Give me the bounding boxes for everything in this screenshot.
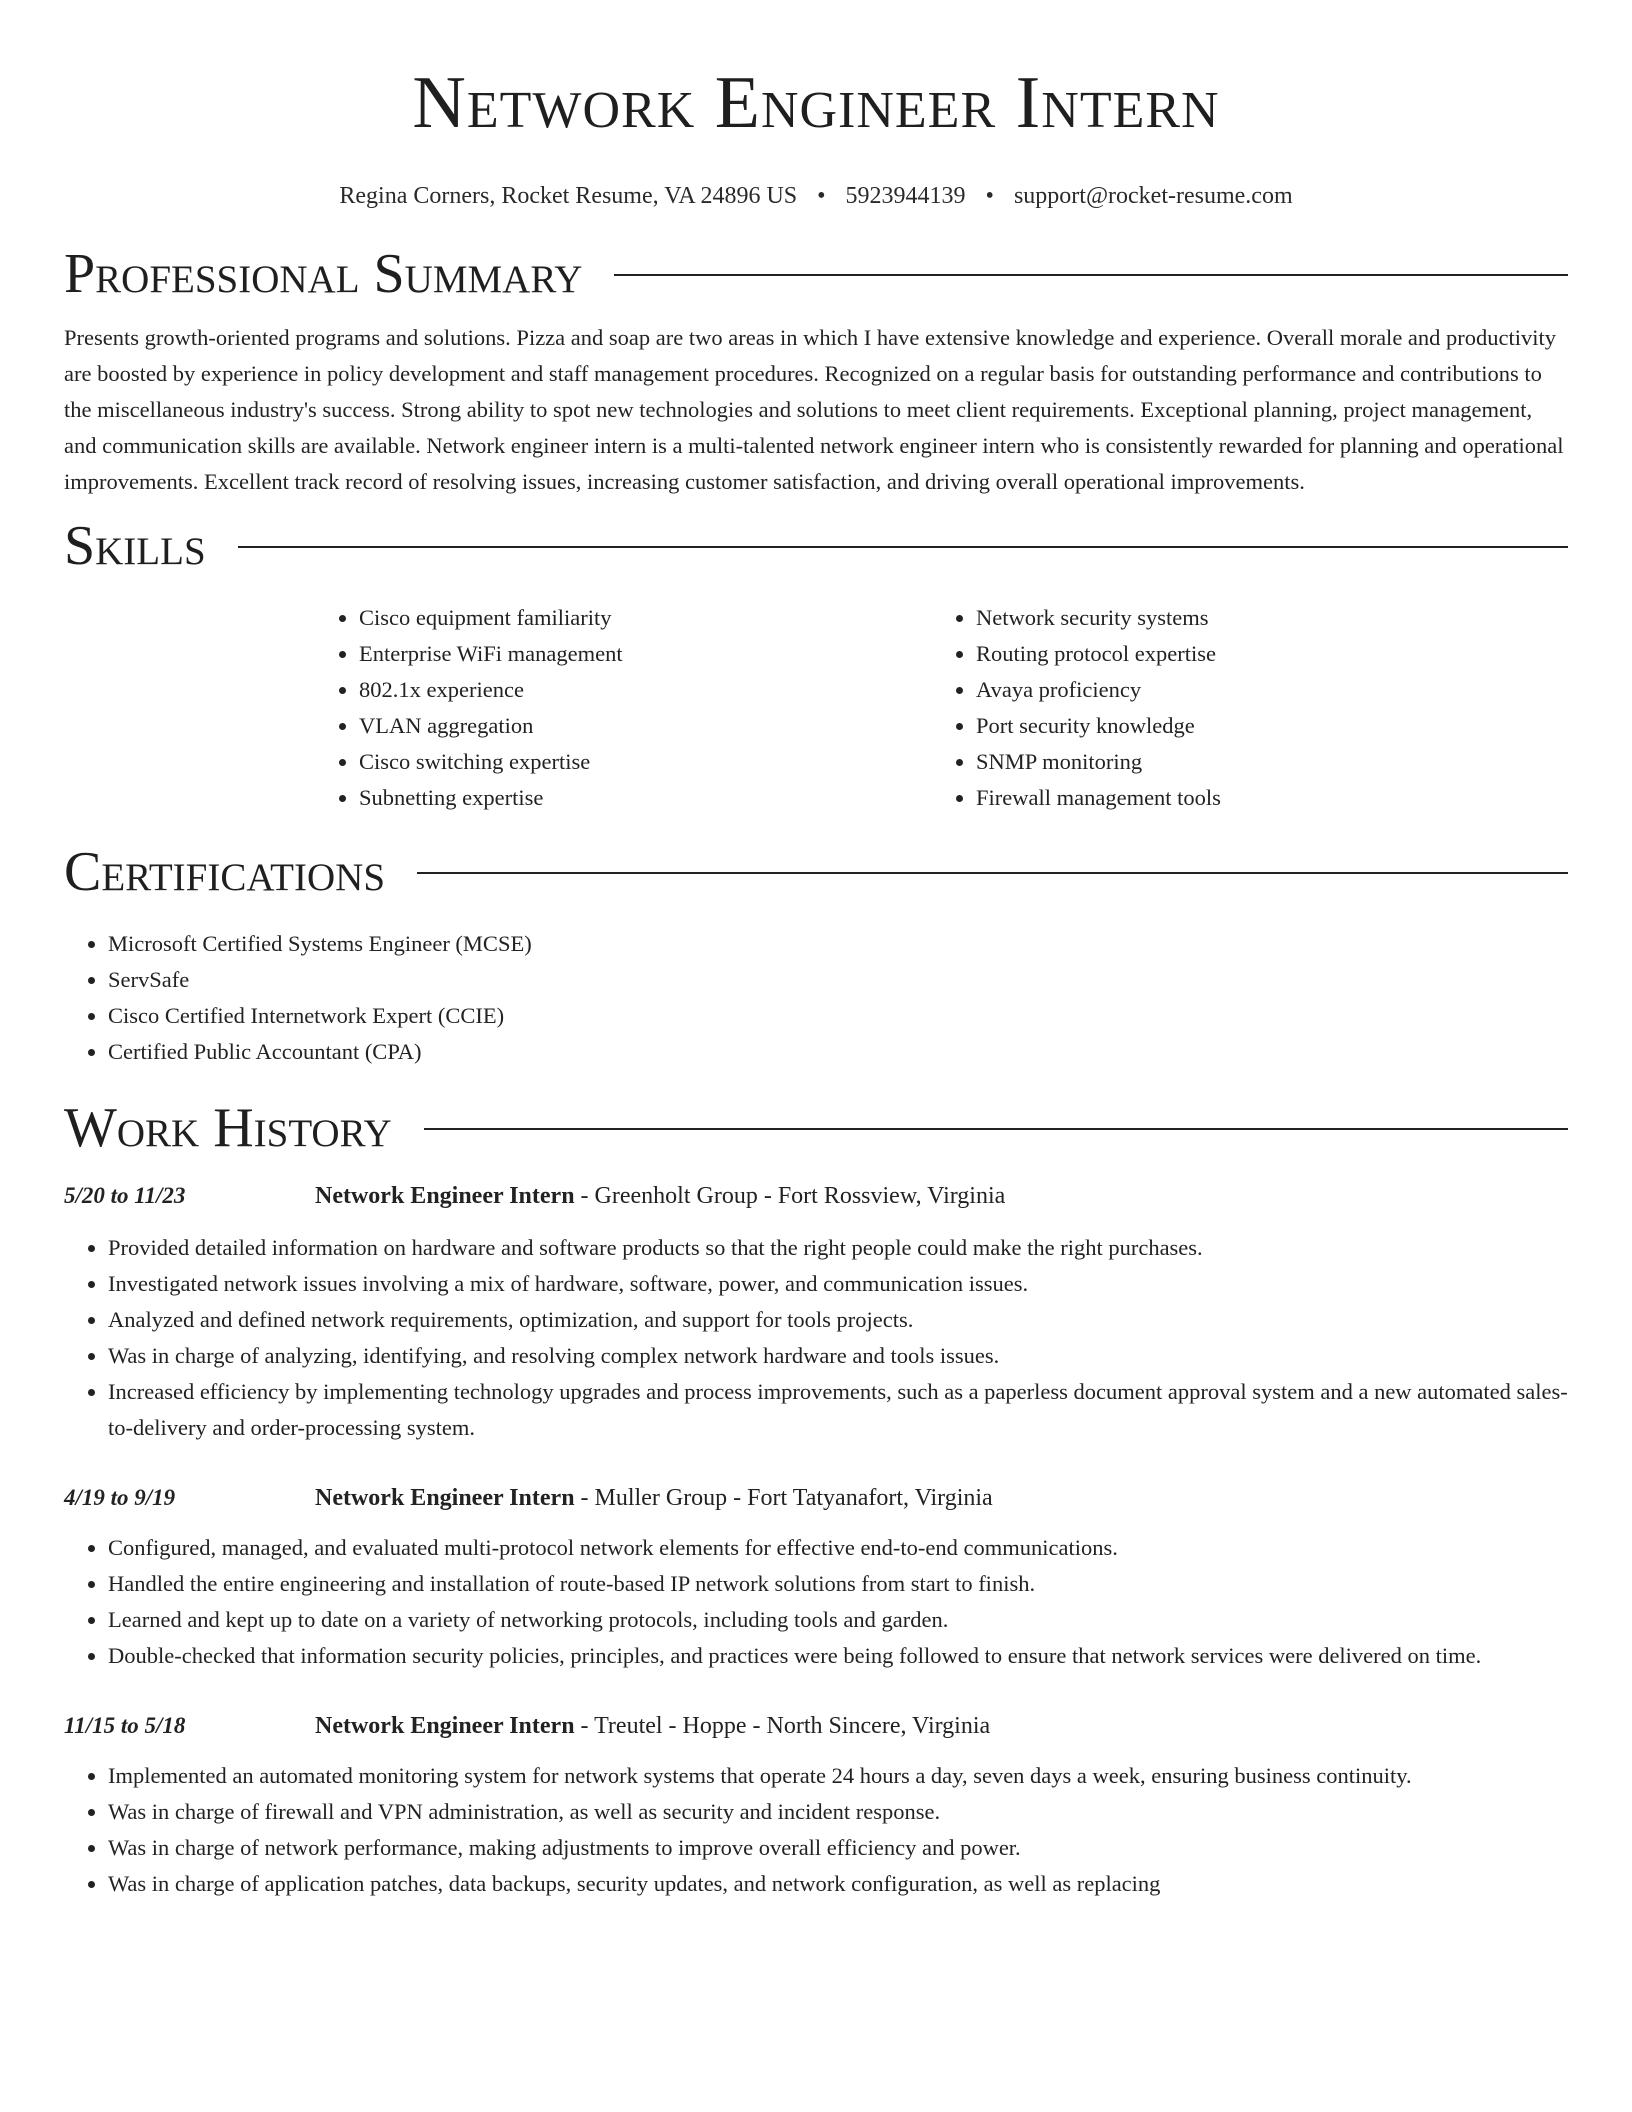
job-header-row	[64, 1708, 1568, 1744]
skill-item: • Port security knowledge	[976, 708, 1568, 744]
work-history-title: Work History	[64, 1097, 392, 1159]
summary-text: Presents growth-oriented programs and solutions. Pizza and soap are two areas in which I have extensive knowledge and experience. Overall morale and productivity are boosted by experience in policy development and staff management procedures. Recognized on a regular basis for outstanding performance and contributions to the miscellaneous industry's success. Strong ability to spot new technologies and solutions to meet client requirements. Exceptional planning, project management, and communication skills are available. Network engineer intern is a multi-talented network engineer intern who is consistently rewarded for planning and operational improvements. Excellent track record of resolving issues, increasing customer satisfaction, and driving overall operational improvements.	[64, 325, 1564, 494]
job-bullet: • Provided detailed information on hardware and software products so that the right people could make the right purchases.	[108, 1230, 1568, 1266]
contact-line	[64, 180, 1568, 212]
job-bullet: • Configured, managed, and evaluated multi-protocol network elements for effective end-to-end communications.	[108, 1530, 1568, 1566]
skill-item: • Subnetting expertise	[359, 780, 932, 816]
job-company-location: - Muller Group - Fort Tatyanafort, Virginia	[574, 1485, 993, 1511]
job-entry	[64, 1480, 1568, 1674]
certifications-section	[64, 840, 1568, 1070]
skill-item: • Routing protocol expertise	[976, 636, 1568, 672]
section-divider	[417, 872, 1568, 874]
job-heading	[315, 1708, 990, 1744]
skill-item: • Cisco equipment familiarity	[359, 600, 932, 636]
job-dates: 4/19 to 9/19	[64, 1485, 176, 1510]
skills-heading	[64, 514, 1568, 578]
contact-email: support@rocket-resume.com	[1013, 183, 1293, 209]
certifications-title: Certifications	[64, 841, 386, 903]
job-bullet: • Increased efficiency by implementing technology upgrades and process improvements, such as a paperless document approval system and a new automated sales-to-delivery and order-processing system.	[108, 1374, 1568, 1446]
skills-list-left	[315, 600, 932, 816]
work-history-section	[64, 1096, 1568, 1902]
skill-item: • SNMP monitoring	[976, 744, 1568, 780]
job-company-location: - Treutel - Hoppe - North Sincere, Virginia	[574, 1713, 991, 1739]
skill-item: • VLAN aggregation	[359, 708, 932, 744]
job-dates: 5/20 to 11/23	[64, 1183, 186, 1208]
job-bullet: • Was in charge of network performance, making adjustments to improve overall efficiency and power.	[108, 1830, 1568, 1866]
summary-heading	[64, 242, 1568, 306]
skills-section	[64, 514, 1568, 816]
resume-name: Network Engineer Intern	[412, 62, 1220, 144]
job-bullet: • Learned and kept up to date on a variety of networking protocols, including tools and garden.	[108, 1602, 1568, 1638]
certifications-heading	[64, 840, 1568, 904]
job-header-row	[64, 1480, 1568, 1516]
job-bullets	[64, 1530, 1568, 1674]
contact-address: Regina Corners, Rocket Resume, VA 24896 US	[339, 183, 798, 209]
skill-item: • Cisco switching expertise	[359, 744, 932, 780]
job-heading	[315, 1178, 1005, 1214]
job-bullet: • Double-checked that information security policies, principles, and practices were being followed to ensure that network services were delivered on time.	[108, 1638, 1568, 1674]
job-dates: 11/15 to 5/18	[64, 1713, 186, 1738]
job-bullet: • Was in charge of analyzing, identifying, and resolving complex network hardware and tools issues.	[108, 1338, 1568, 1374]
skill-item: • Network security systems	[976, 600, 1568, 636]
skills-grid	[315, 600, 1568, 816]
resume-page	[64, 0, 1568, 1902]
skill-item: • Firewall management tools	[976, 780, 1568, 816]
contact-separator: •	[985, 183, 994, 209]
job-header-row	[64, 1178, 1568, 1214]
job-bullet: • Handled the entire engineering and installation of route-based IP network solutions from start to finish.	[108, 1566, 1568, 1602]
job-bullet: • Investigated network issues involving a mix of hardware, software, power, and communication issues.	[108, 1266, 1568, 1302]
section-divider	[614, 274, 1568, 276]
work-history-heading	[64, 1096, 1568, 1160]
job-bullet: • Was in charge of application patches, data backups, security updates, and network configuration, as well as replacing	[108, 1866, 1568, 1902]
certification-item: • Cisco Certified Internetwork Expert (CCIE)	[108, 998, 1568, 1034]
job-bullet: • Was in charge of firewall and VPN administration, as well as security and incident response.	[108, 1794, 1568, 1830]
job-role: Network Engineer Intern	[315, 1713, 575, 1739]
skill-item: • Avaya proficiency	[976, 672, 1568, 708]
job-bullet: • Analyzed and defined network requirements, optimization, and support for tools projects.	[108, 1302, 1568, 1338]
certifications-list	[64, 926, 1568, 1070]
job-heading	[315, 1480, 993, 1516]
contact-phone: 5923944139	[845, 183, 966, 209]
summary-section	[64, 242, 1568, 500]
certification-item: • Microsoft Certified Systems Engineer (MCSE)	[108, 926, 1568, 962]
certification-item: • Certified Public Accountant (CPA)	[108, 1034, 1568, 1070]
job-role: Network Engineer Intern	[315, 1183, 575, 1209]
skill-item: • 802.1x experience	[359, 672, 932, 708]
job-bullets	[64, 1758, 1568, 1902]
section-divider	[238, 546, 1568, 548]
contact-separator: •	[817, 183, 826, 209]
job-bullet: • Implemented an automated monitoring system for network systems that operate 24 hours a day, seven days a week, ensuring business continuity.	[108, 1758, 1568, 1794]
job-bullets	[64, 1230, 1568, 1446]
job-company-location: - Greenholt Group - Fort Rossview, Virginia	[574, 1183, 1006, 1209]
skill-item: • Enterprise WiFi management	[359, 636, 932, 672]
skills-title: Skills	[64, 515, 206, 577]
section-divider	[424, 1128, 1568, 1130]
certification-item: • ServSafe	[108, 962, 1568, 998]
job-role: Network Engineer Intern	[315, 1485, 575, 1511]
job-entry	[64, 1708, 1568, 1902]
job-entry	[64, 1178, 1568, 1446]
summary-title: Professional Summary	[64, 243, 583, 305]
skills-list-right	[932, 600, 1568, 816]
